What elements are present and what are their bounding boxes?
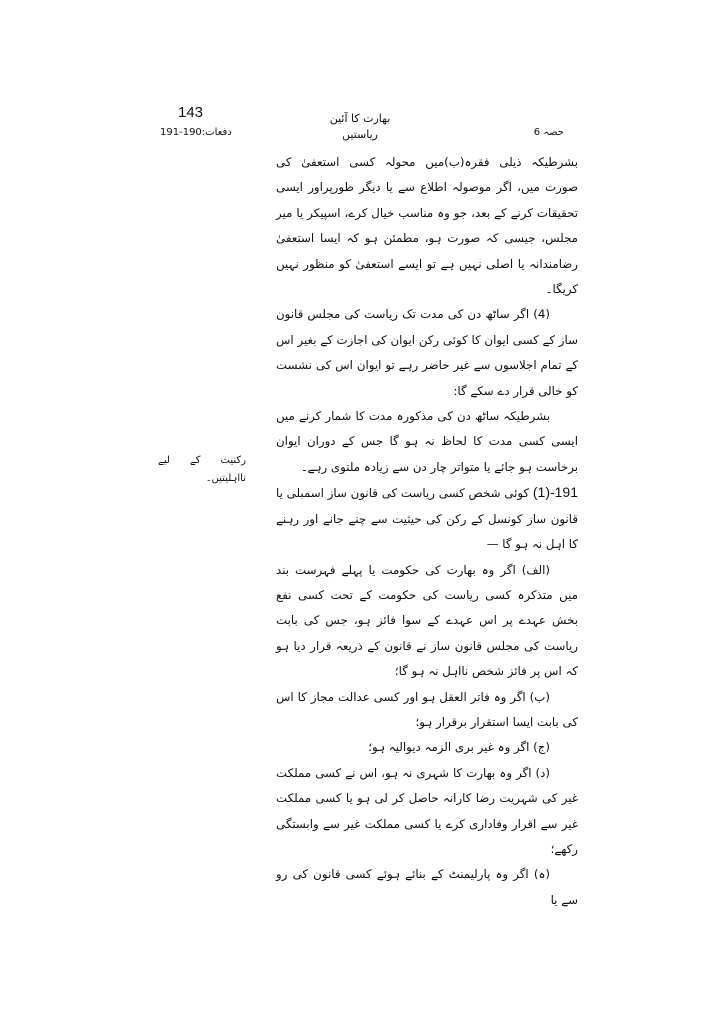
paragraph-clause-jeem: (ج) اگر وہ غیر بری الزمہ دیوالیہ ہو؛ xyxy=(368,740,550,755)
paragraph-clause-4: (4) اگر ساٹھ دن کی مدت تک ریاست کی مجلس قانون ساز کے کسی ایوان کا کوئی رکن ایوان کی اجازت کے بغیر اس کے تمام اجلاسوں سے غیر حاضر رہے تو ایوان اس کی نشست کو خالی قرار دے سکے گا: xyxy=(276,307,578,398)
running-subtitle: ریاستیں xyxy=(342,128,378,141)
running-title: بھارت کا آئین xyxy=(329,112,391,125)
paragraph-clause-alif: (الف) اگر وہ بھارت کی حکومت یا پہلے فہرست بند میں متذکرہ کسی ریاست کی حکومت کے تحت کسی نفع بخش عہدے پر اس عہدے کے سوا فائز ہو، جس کی بابت ریاست کی مجلس قانون ساز نے قانون کے ذریعہ قرار دیا ہو کہ اس پر فائز شخص نااہل نہ ہو گا؛ xyxy=(276,562,578,679)
paragraph-proviso-resignation: بشرطیکہ ذیلی فقرہ(ب)میں محولہ کسی استعفیٰ کی صورت میں، اگر موصولہ اطلاع سے یا دیگر طورپراور ایسی تحقیقات کرنے کے بعد، جو وہ مناسب خیال کرے، اسپیکر یا میر مجلس، جیسی کہ صورت ہو، مطمئن ہو کہ ایسا استعفیٰ رضامندانہ یا اصلی نہیں ہے تو ایسے استعفیٰ کو منظور نہیں کریگا۔ xyxy=(276,155,578,297)
paragraph-proviso-sixty-days: بشرطیکہ ساٹھ دن کی مذکورہ مدت کا شمار کرنے میں ایسی کسی مدت کا لحاظ نہ ہو گا جس کے دوران ایوان برخاست ہو جائے یا متواتر چار دن سے زیادہ ملتوی رہے۔ xyxy=(276,409,578,474)
margin-note: رکنیت کے لیے نااہلیتیں۔ xyxy=(158,455,246,484)
article-number: 191-(1) xyxy=(532,484,578,501)
paragraph-clause-he: (ہ) اگر وہ پارلیمنٹ کے بنائے ہوئے کسی قانون کی رو سے یا xyxy=(276,867,578,907)
articles-range: دفعات:190-191 xyxy=(160,127,232,138)
part-label: حصہ 6 xyxy=(533,127,564,138)
paragraph-article-191 xyxy=(276,480,578,557)
paragraph-clause-daal: (د) اگر وہ بھارت کا شہری نہ ہو، اس نے کسی مملکت غیر کی شہریت رضا کارانہ حاصل کر لی ہو یا کسی مملکت غیر سے اقرار وفاداری کرے یا کسی مملکت غیر سے وابستگی رکھے؛ xyxy=(276,765,578,856)
article-191-text: کوئی شخص کسی ریاست کی قانون ساز اسمبلی یا قانون ساز کونسل کے رکن کی حیثیت سے چنے جانے اور رہنے کا اہل نہ ہو گا — xyxy=(276,486,578,552)
paragraph-clause-be: (ب) اگر وہ فاتر العقل ہو اور کسی عدالت مجاز کا اس کی بابت ایسا استقرار برقرار ہو؛ xyxy=(276,689,578,729)
main-text xyxy=(276,150,578,913)
page-number: 143 xyxy=(178,104,204,121)
